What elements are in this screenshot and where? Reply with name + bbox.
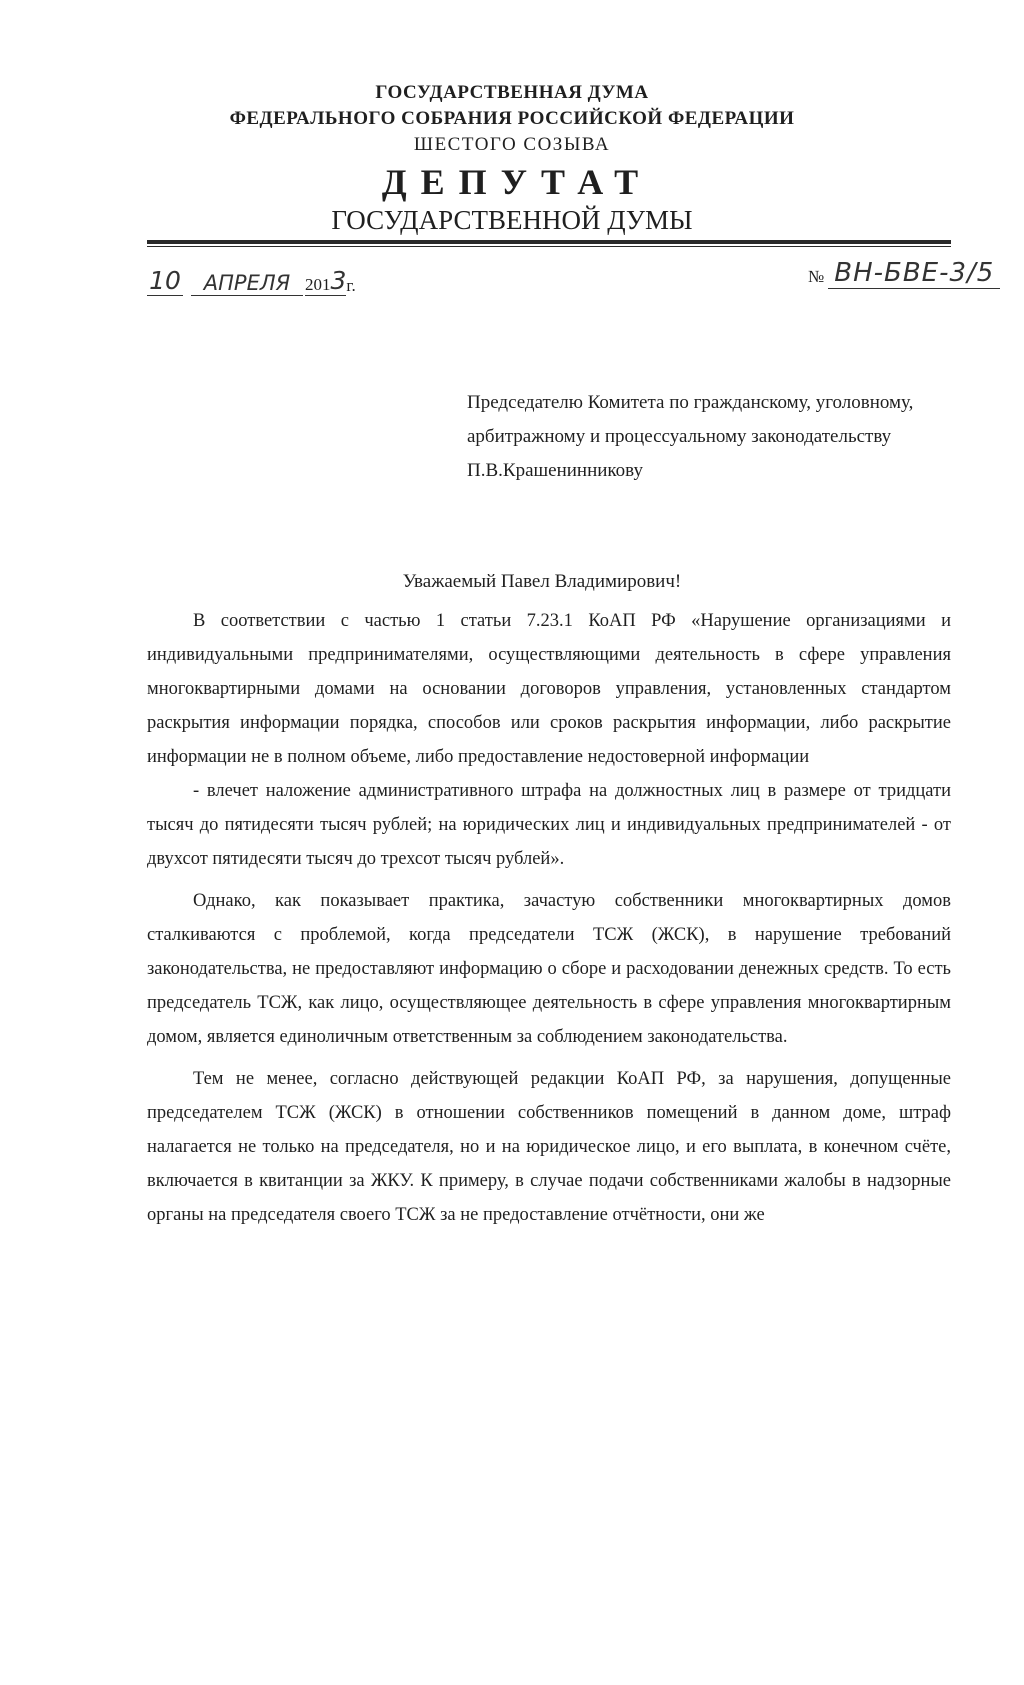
date-year-suffix: г.: [346, 276, 356, 295]
number-sign: №: [808, 267, 825, 286]
addressee-block: [467, 386, 987, 488]
body-paragraph-3: Однако, как показывает практика, зачастую собственники многоквартирных домов сталкиваются с проблемой, когда председатели ТСЖ (ЖСК), в нарушение требований законодательства, не предоставляют информацию о сборе и расходовании денежных средств. То есть председатель ТСЖ, как лицо, осуществляющее деятельность в сфере управления многоквартирным домом, является единоличным ответственным за соблюдением законодательства.: [147, 891, 951, 1047]
greeting: Уважаемый Павел Владимирович!: [402, 571, 682, 592]
header-rule-thin: [147, 246, 951, 247]
date-year-digit: 3: [330, 266, 347, 295]
letterhead-line-2: ФЕДЕРАЛЬНОГО СОБРАНИЯ РОССИЙСКОЙ ФЕДЕРАЦИИ: [229, 108, 795, 129]
date-day: 10: [147, 266, 183, 296]
letterhead-subtitle: ГОСУДАРСТВЕННОЙ ДУМЫ: [331, 205, 693, 235]
date-month: АПРЕЛЯ: [191, 271, 303, 296]
body-paragraph-2: - влечет наложение административного штрафа на должностных лиц в размере от тридцати тысяч до пятидесяти тысяч рублей; на юридических лиц и индивидуальных предпринимателей - от двухсот пятидесяти тысяч до трехсот тысяч рублей».: [147, 781, 951, 869]
header-rule-thick: [147, 240, 951, 244]
addressee-line-1: Председателю Комитета по гражданскому, уголовному,: [467, 392, 914, 413]
letterhead-line-3: ШЕСТОГО СОЗЫВА: [413, 134, 611, 155]
body-paragraph-1: В соответствии с частью 1 статьи 7.23.1 КоАП РФ «Нарушение организациями и индивидуальными предпринимателями, осуществляющими деятельность в сфере управления многоквартирными домами на основании договоров управления, установленных стандартом раскрытия информации порядка, способов или сроков раскрытия информации, либо раскрытие информации не в полном объеме, либо предоставление недостоверной информации: [147, 611, 951, 767]
letterhead-line-1: ГОСУДАРСТВЕННАЯ ДУМА: [375, 82, 649, 103]
body-paragraph-4: Тем не менее, согласно действующей редакции КоАП РФ, за нарушения, допущенные председателем ТСЖ (ЖСК) в отношении собственников помещений в данном доме, штраф налагается не только на председателя, но и на юридическое лицо, и его выплата, в конечном счёте, включается в квитанции за ЖКУ. К примеру, в случае подачи собственниками жалобы в надзорные органы на председателя своего ТСЖ за не предоставление отчётности, они же: [147, 1069, 951, 1225]
number-value: ВН-БВЕ-3/5: [828, 258, 1000, 289]
addressee-line-2: арбитражному и процессуальному законодательству: [467, 426, 892, 447]
addressee-line-3: П.В.Крашенинникову: [467, 460, 643, 481]
letterhead-title: ДЕПУТАТ: [381, 162, 653, 202]
date-year-prefix: 201: [305, 275, 331, 294]
letter-number: [808, 258, 1000, 289]
letterhead: [0, 80, 1024, 236]
letter-date: [147, 264, 356, 296]
letter-body: [147, 604, 951, 1232]
